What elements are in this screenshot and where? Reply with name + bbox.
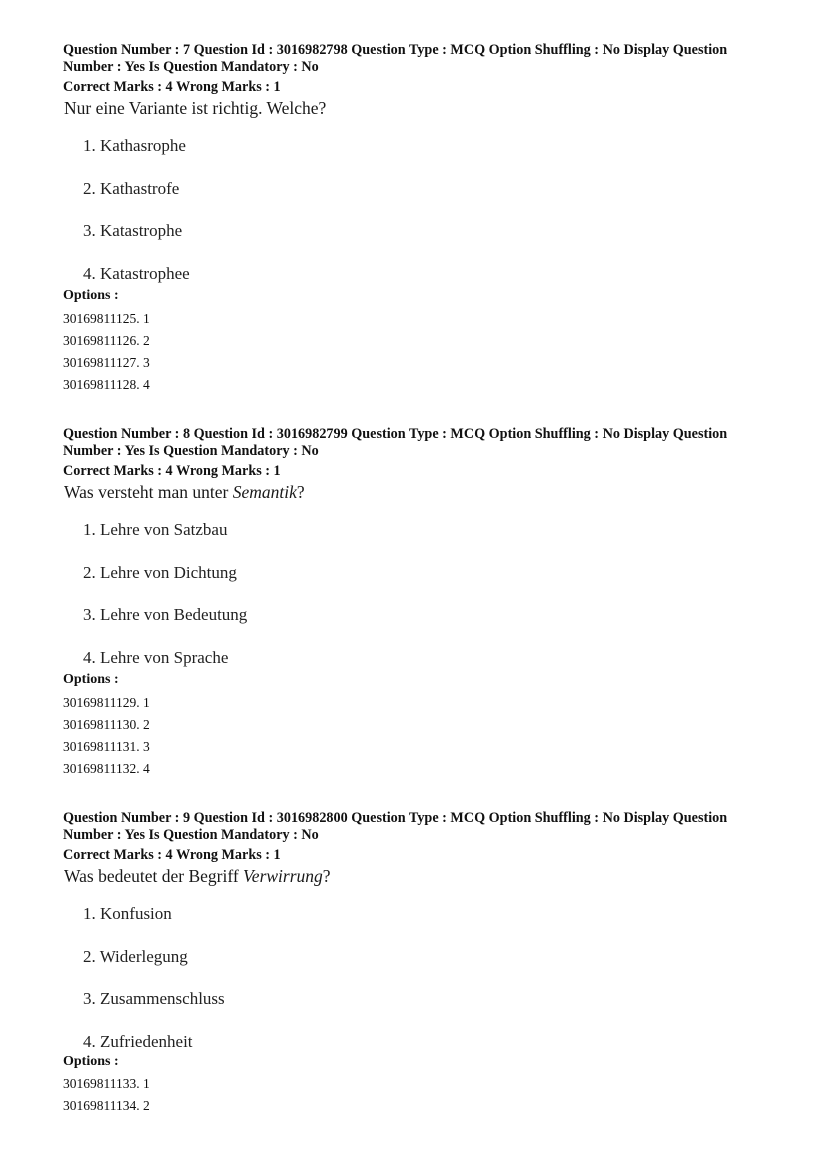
choice-2: 2. Lehre von Dichtung [83,563,237,582]
question-header-line1: Question Number : 8 Question Id : 3016982799 Question Type : MCQ Option Shuffling : No Display Question [63,426,728,442]
options-label: Options : [63,672,119,687]
option-id: 30169811125. 1 [63,311,150,326]
choice-1: 1. Kathasrophe [83,136,186,155]
option-id: 30169811133. 1 [63,1076,150,1091]
choice-1: 1. Konfusion [83,904,172,923]
choice-2: 2. Widerlegung [83,947,188,966]
option-id: 30169811128. 4 [63,377,150,392]
question-marks: Correct Marks : 4 Wrong Marks : 1 [63,847,281,863]
question-block-9 [63,810,763,1113]
question-marks: Correct Marks : 4 Wrong Marks : 1 [63,463,281,479]
choice-4: 4. Lehre von Sprache [83,648,229,667]
options-label: Options : [63,1054,119,1069]
question-text: Was bedeutet der Begriff Verwirrung? [64,866,331,886]
choice-3: 3. Katastrophe [83,221,183,240]
choice-2: 2. Kathastrofe [83,179,180,198]
question-header-line1: Question Number : 9 Question Id : 3016982800 Question Type : MCQ Option Shuffling : No Display Question [63,810,728,826]
choice-4: 4. Katastrophee [83,264,190,283]
question-text: Was versteht man unter Semantik? [64,482,305,502]
choice-3: 3. Zusammenschluss [83,989,225,1008]
options-label: Options : [63,288,119,303]
question-header-line1: Question Number : 7 Question Id : 3016982798 Question Type : MCQ Option Shuffling : No Display Question [63,42,728,58]
option-id: 30169811132. 4 [63,761,150,776]
question-text: Nur eine Variante ist richtig. Welche? [64,98,327,118]
question-marks: Correct Marks : 4 Wrong Marks : 1 [63,79,281,95]
choice-1: 1. Lehre von Satzbau [83,520,228,539]
option-id: 30169811129. 1 [63,695,150,710]
choice-3: 3. Lehre von Bedeutung [83,605,248,624]
option-id: 30169811127. 3 [63,355,150,370]
question-header-line2: Number : Yes Is Question Mandatory : No [63,59,319,75]
question-header-line2: Number : Yes Is Question Mandatory : No [63,443,319,459]
option-id: 30169811131. 3 [63,739,150,754]
choice-4: 4. Zufriedenheit [83,1032,193,1051]
option-id: 30169811130. 2 [63,717,150,732]
question-header-line2: Number : Yes Is Question Mandatory : No [63,827,319,843]
question-block-8 [63,426,763,776]
option-id: 30169811134. 2 [63,1098,150,1113]
question-block-7 [63,42,763,392]
option-id: 30169811126. 2 [63,333,150,348]
